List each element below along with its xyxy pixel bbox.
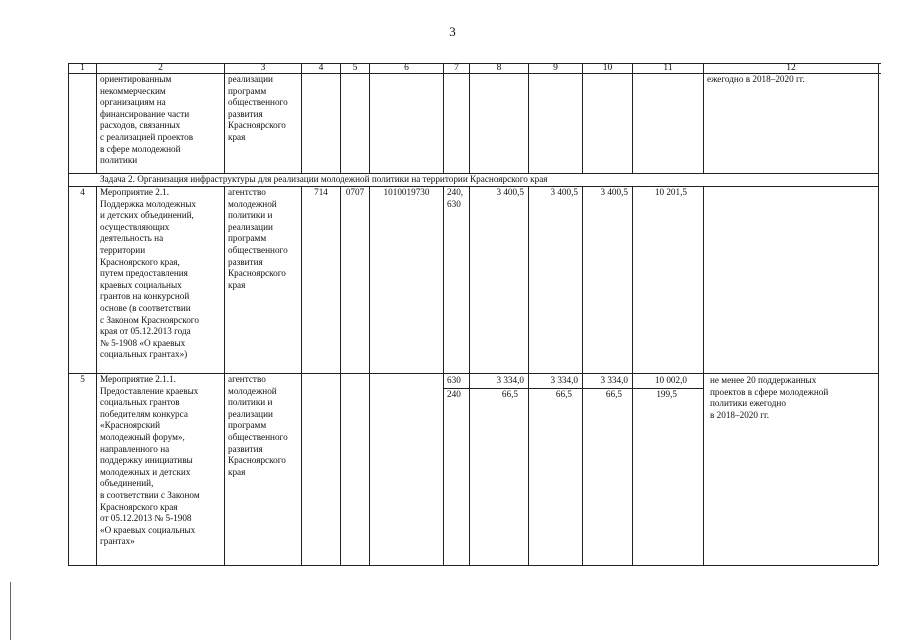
y2019-cell: 66,5 xyxy=(555,389,572,399)
col-border xyxy=(224,63,225,173)
grbs-cell: 714 xyxy=(314,187,328,197)
y2019-cell: 3 400,5 xyxy=(550,187,578,197)
col-border xyxy=(96,186,97,565)
col-border xyxy=(301,63,302,173)
col-border xyxy=(340,186,341,565)
header-cell: 5 xyxy=(352,63,358,73)
measure-name-cell: ориентированным некоммерческим организациям на финансирование части расходов, связанных с реализацией проектов в сфере молодежной политики xyxy=(100,74,194,166)
executor-cell: реализации программ общественного развития Красноярского края xyxy=(228,74,288,142)
col-border xyxy=(632,63,633,173)
col-border xyxy=(369,186,370,565)
total-cell: 10 201,5 xyxy=(654,187,687,197)
executor-cell: агентство молодежной политики и реализации программ общественного развития Красноярского края xyxy=(228,374,288,477)
header-cell: 4 xyxy=(318,63,324,73)
y2019-cell: 3 334,0 xyxy=(550,375,578,385)
page-number: 3 xyxy=(449,24,456,39)
measure-name-cell: Мероприятие 2.1. Поддержка молодежных и детских объединений, осуществляющих деятельность на территории Красноярского края, путем предоставления краевых социальных грантов на конкурсной основе (в соответствии с Законом Красноярского края от 05.12.2013 года № 5-1908 «О краевых социальных грантах») xyxy=(100,187,199,360)
csr-cell: 1010019730 xyxy=(383,187,430,197)
col-border xyxy=(443,63,444,173)
col-border xyxy=(68,63,69,565)
result-cell: не менее 20 поддержанных проектов в сфере молодежной политики ежегодно в 2018–2020 гг. xyxy=(710,375,829,420)
col-border xyxy=(340,63,341,173)
col-border xyxy=(703,63,704,173)
header-cell: 6 xyxy=(404,63,409,73)
header-cell: 7 xyxy=(454,63,459,73)
y2018-cell: 3 400,5 xyxy=(496,187,524,197)
scan-margin-mark xyxy=(10,582,11,640)
table-bottom-border xyxy=(68,565,878,566)
col-border xyxy=(443,186,444,565)
header-cell: 8 xyxy=(496,63,502,73)
total-cell: 199,5 xyxy=(656,389,677,399)
y2020-cell: 66,5 xyxy=(605,389,622,399)
col-border xyxy=(469,63,470,173)
vr-cell: 240 xyxy=(447,389,461,399)
col-border xyxy=(224,186,225,565)
executor-cell: агентство молодежной политики и реализации программ общественного развития Красноярского края xyxy=(228,187,288,290)
rzpr-cell: 0707 xyxy=(345,187,365,197)
header-cell: 11 xyxy=(663,63,673,73)
col-border xyxy=(878,63,879,565)
header-cell: 1 xyxy=(80,63,85,73)
y2018-cell: 66,5 xyxy=(501,389,518,399)
col-border xyxy=(528,63,529,173)
col-border xyxy=(369,63,370,173)
vr-cell: 630 xyxy=(447,375,461,385)
header-cell: 3 xyxy=(260,63,266,73)
y2018-cell: 3 334,0 xyxy=(496,375,524,385)
total-cell: 10 002,0 xyxy=(654,375,687,385)
measure-name-cell: Мероприятие 2.1.1. Предоставление краевых социальных грантов победителям конкурса «Красноярский молодежный форум», направленного на поддержку инициативы молодежных и детских объединений, в соответствии с Законом Красноярского края от 05.12.2013 № 5-1908 «О краевых социальных грантах» xyxy=(100,374,200,547)
header-cell: 9 xyxy=(553,63,558,73)
y2020-cell: 3 334,0 xyxy=(600,375,628,385)
header-cell: 12 xyxy=(786,63,796,73)
vr-cell: 240, 630 xyxy=(447,187,464,209)
result-cell: ежегодно в 2018–2020 гг. xyxy=(707,74,805,84)
col-border xyxy=(301,186,302,565)
col-border xyxy=(582,63,583,173)
col-border xyxy=(703,186,704,565)
row-number: 4 xyxy=(80,187,85,197)
col-border xyxy=(96,63,97,173)
header-cell: 2 xyxy=(158,63,163,73)
y2020-cell: 3 400,5 xyxy=(600,187,628,197)
row-number: 5 xyxy=(80,374,85,384)
task-heading: Задача 2. Организация инфраструктуры для реализации молодежной политики на территории Красноярского края xyxy=(100,174,548,184)
header-cell: 10 xyxy=(602,63,613,73)
